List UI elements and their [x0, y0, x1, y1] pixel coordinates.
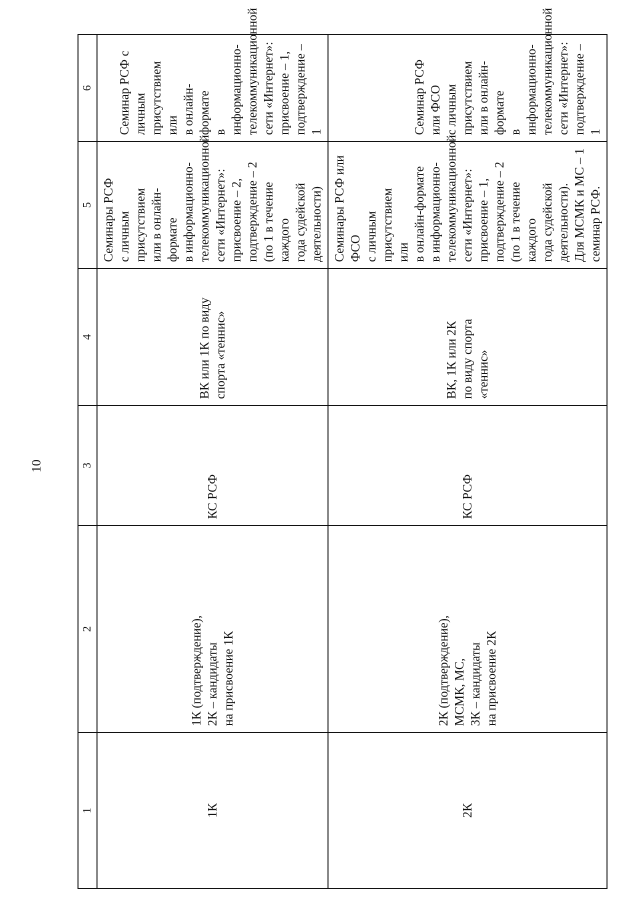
requirements-table-wrapper: [77, 7, 602, 889]
cell-text: 1К (подтверждение), 2К – кандидаты на присвоение 1К: [189, 615, 235, 726]
table-row: [328, 35, 607, 889]
cell-authority: [328, 406, 607, 526]
cell-text: 2К: [460, 803, 474, 818]
cell-category: [97, 733, 328, 889]
requirements-table: [77, 7, 607, 889]
cell-text: 2К (подтверждение), МСМК, МС, 3К – кандидаты на присвоение 2К: [436, 615, 498, 726]
cell-seminar-requirement: [328, 7, 607, 142]
cell-seminars: [328, 134, 607, 269]
column-header-4: 4: [78, 269, 97, 406]
header-row: [78, 35, 97, 889]
cell-text: Семинар РСФ с личным присутствием или в онлайн-формате в информационно- телекоммуникационной сети «Интернет»: присвоение – 1, подтверждение – 1: [117, 7, 323, 135]
cell-text: ВК или 1К по виду спорта «теннис»: [197, 297, 227, 399]
cell-referee-category: [97, 269, 328, 406]
column-header-6: 6: [78, 35, 97, 142]
cell-text: ВК, 1К или 2К по виду спорта «теннис»: [444, 318, 490, 399]
cell-authority: [97, 406, 328, 526]
cell-text: Семинары РСФ или ФСО с личным присутствием или в онлайн-формате в информационно- телекоммуникационной сети «Интернет»: присвоение – 1, подтверждение – 2 (по 1 в течение каждого года судейской деятельности). Для МСМК и МС – 1 семинар РСФ.: [332, 134, 602, 262]
cell-text: Семинары РСФ с личным присутствием или в онлайн-формате в информационно- телекоммуникационной сети «Интернет»: присвоение – 2, подтверждение – 2 (по 1 в течение каждого года судейской деятельности): [101, 134, 323, 262]
cell-seminar-requirement: [97, 7, 328, 142]
column-header-5: 5: [78, 142, 97, 269]
column-header-2: 2: [78, 526, 97, 733]
cell-category: [328, 733, 607, 889]
column-header-3: 3: [78, 406, 97, 526]
cell-referee-category: [328, 269, 607, 406]
cell-text: Семинар РСФ или ФСО с личным присутствием или в онлайн-формате в информационно- телекоммуникационной сети «Интернет»: подтверждение – 1: [412, 7, 602, 135]
cell-candidates: [97, 526, 328, 733]
column-header-1: 1: [78, 733, 97, 889]
cell-seminars: [97, 134, 328, 269]
cell-text: КС РСФ: [460, 474, 474, 519]
cell-candidates: [328, 526, 607, 733]
cell-text: 1К: [205, 803, 219, 818]
page-number: 10: [28, 459, 44, 473]
table-row: [97, 35, 328, 889]
cell-text: КС РСФ: [205, 474, 219, 519]
